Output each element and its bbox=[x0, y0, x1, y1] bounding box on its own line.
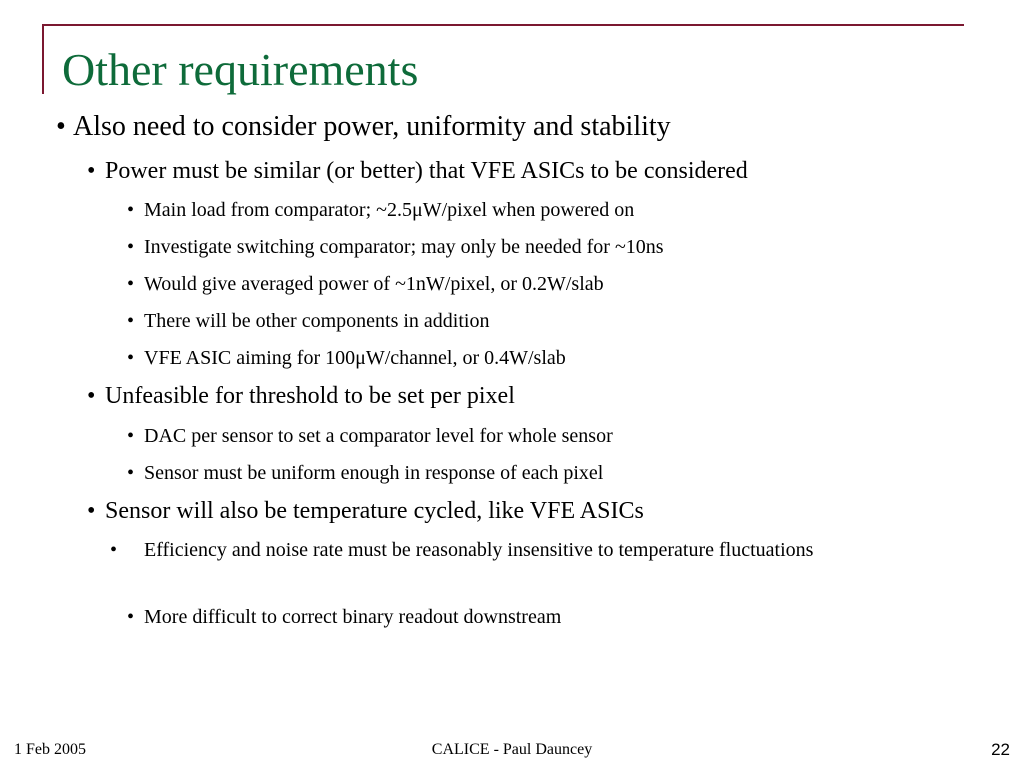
bullet-text: DAC per sensor to set a comparator level for whole sensor bbox=[144, 425, 613, 447]
bullet-dot: • bbox=[56, 111, 66, 142]
bullet-level2 bbox=[87, 496, 644, 526]
bullet-level3 bbox=[127, 343, 566, 373]
bullet-dot: • bbox=[127, 462, 135, 484]
bullet-text: More difficult to correct binary readout downstream bbox=[144, 606, 562, 628]
frame-left-border bbox=[42, 24, 44, 94]
bullet-level3 bbox=[110, 535, 904, 565]
bullet-dot: • bbox=[127, 236, 135, 258]
bullet-dot: • bbox=[127, 606, 135, 628]
bullet-dot: • bbox=[127, 273, 135, 295]
footer-date: 1 Feb 2005 bbox=[14, 741, 86, 758]
bullet-text: Efficiency and noise rate must be reasonably insensitive to temperature fluctuations bbox=[144, 539, 814, 561]
bullet-dot: • bbox=[127, 310, 135, 332]
bullet-dot: • bbox=[127, 199, 135, 221]
bullet-level3 bbox=[127, 306, 489, 336]
bullet-dot: • bbox=[87, 383, 96, 409]
bullet-level3 bbox=[127, 458, 603, 488]
bullet-level3 bbox=[127, 602, 561, 632]
bullet-text: Would give averaged power of ~1nW/pixel, or 0.2W/slab bbox=[144, 273, 604, 295]
page-number: 22 bbox=[991, 740, 1010, 759]
bullet-dot: • bbox=[127, 425, 135, 447]
bullet-dot: • bbox=[87, 498, 96, 524]
bullet-dot: • bbox=[87, 158, 96, 184]
bullet-level3 bbox=[127, 269, 604, 299]
bullet-level3 bbox=[127, 421, 613, 451]
bullet-level3 bbox=[127, 195, 634, 225]
frame-top-border bbox=[42, 24, 964, 26]
bullet-text: Power must be similar (or better) that VFE ASICs to be considered bbox=[105, 158, 748, 184]
bullet-text: There will be other components in addition bbox=[144, 310, 490, 332]
bullet-text: Main load from comparator; ~2.5μW/pixel when powered on bbox=[144, 199, 635, 221]
bullet-level3 bbox=[127, 232, 664, 262]
bullet-text: Sensor must be uniform enough in response of each pixel bbox=[144, 462, 604, 484]
slide-title: Other requirements bbox=[62, 44, 419, 95]
bullet-text: Unfeasible for threshold to be set per pixel bbox=[105, 383, 515, 409]
bullet-text: Sensor will also be temperature cycled, like VFE ASICs bbox=[105, 498, 644, 524]
bullet-dot: • bbox=[127, 347, 135, 369]
bullet-level2 bbox=[87, 156, 748, 186]
bullet-text: Investigate switching comparator; may only be needed for ~10ns bbox=[144, 236, 664, 258]
bullet-level2 bbox=[87, 381, 515, 411]
footer-author: CALICE - Paul Dauncey bbox=[431, 741, 593, 758]
bullet-level1 bbox=[56, 110, 671, 144]
bullet-dot: • bbox=[110, 539, 118, 561]
bullet-text: VFE ASIC aiming for 100μW/channel, or 0.4W/slab bbox=[144, 347, 566, 369]
bullet-text: Also need to consider power, uniformity and stability bbox=[73, 111, 671, 142]
